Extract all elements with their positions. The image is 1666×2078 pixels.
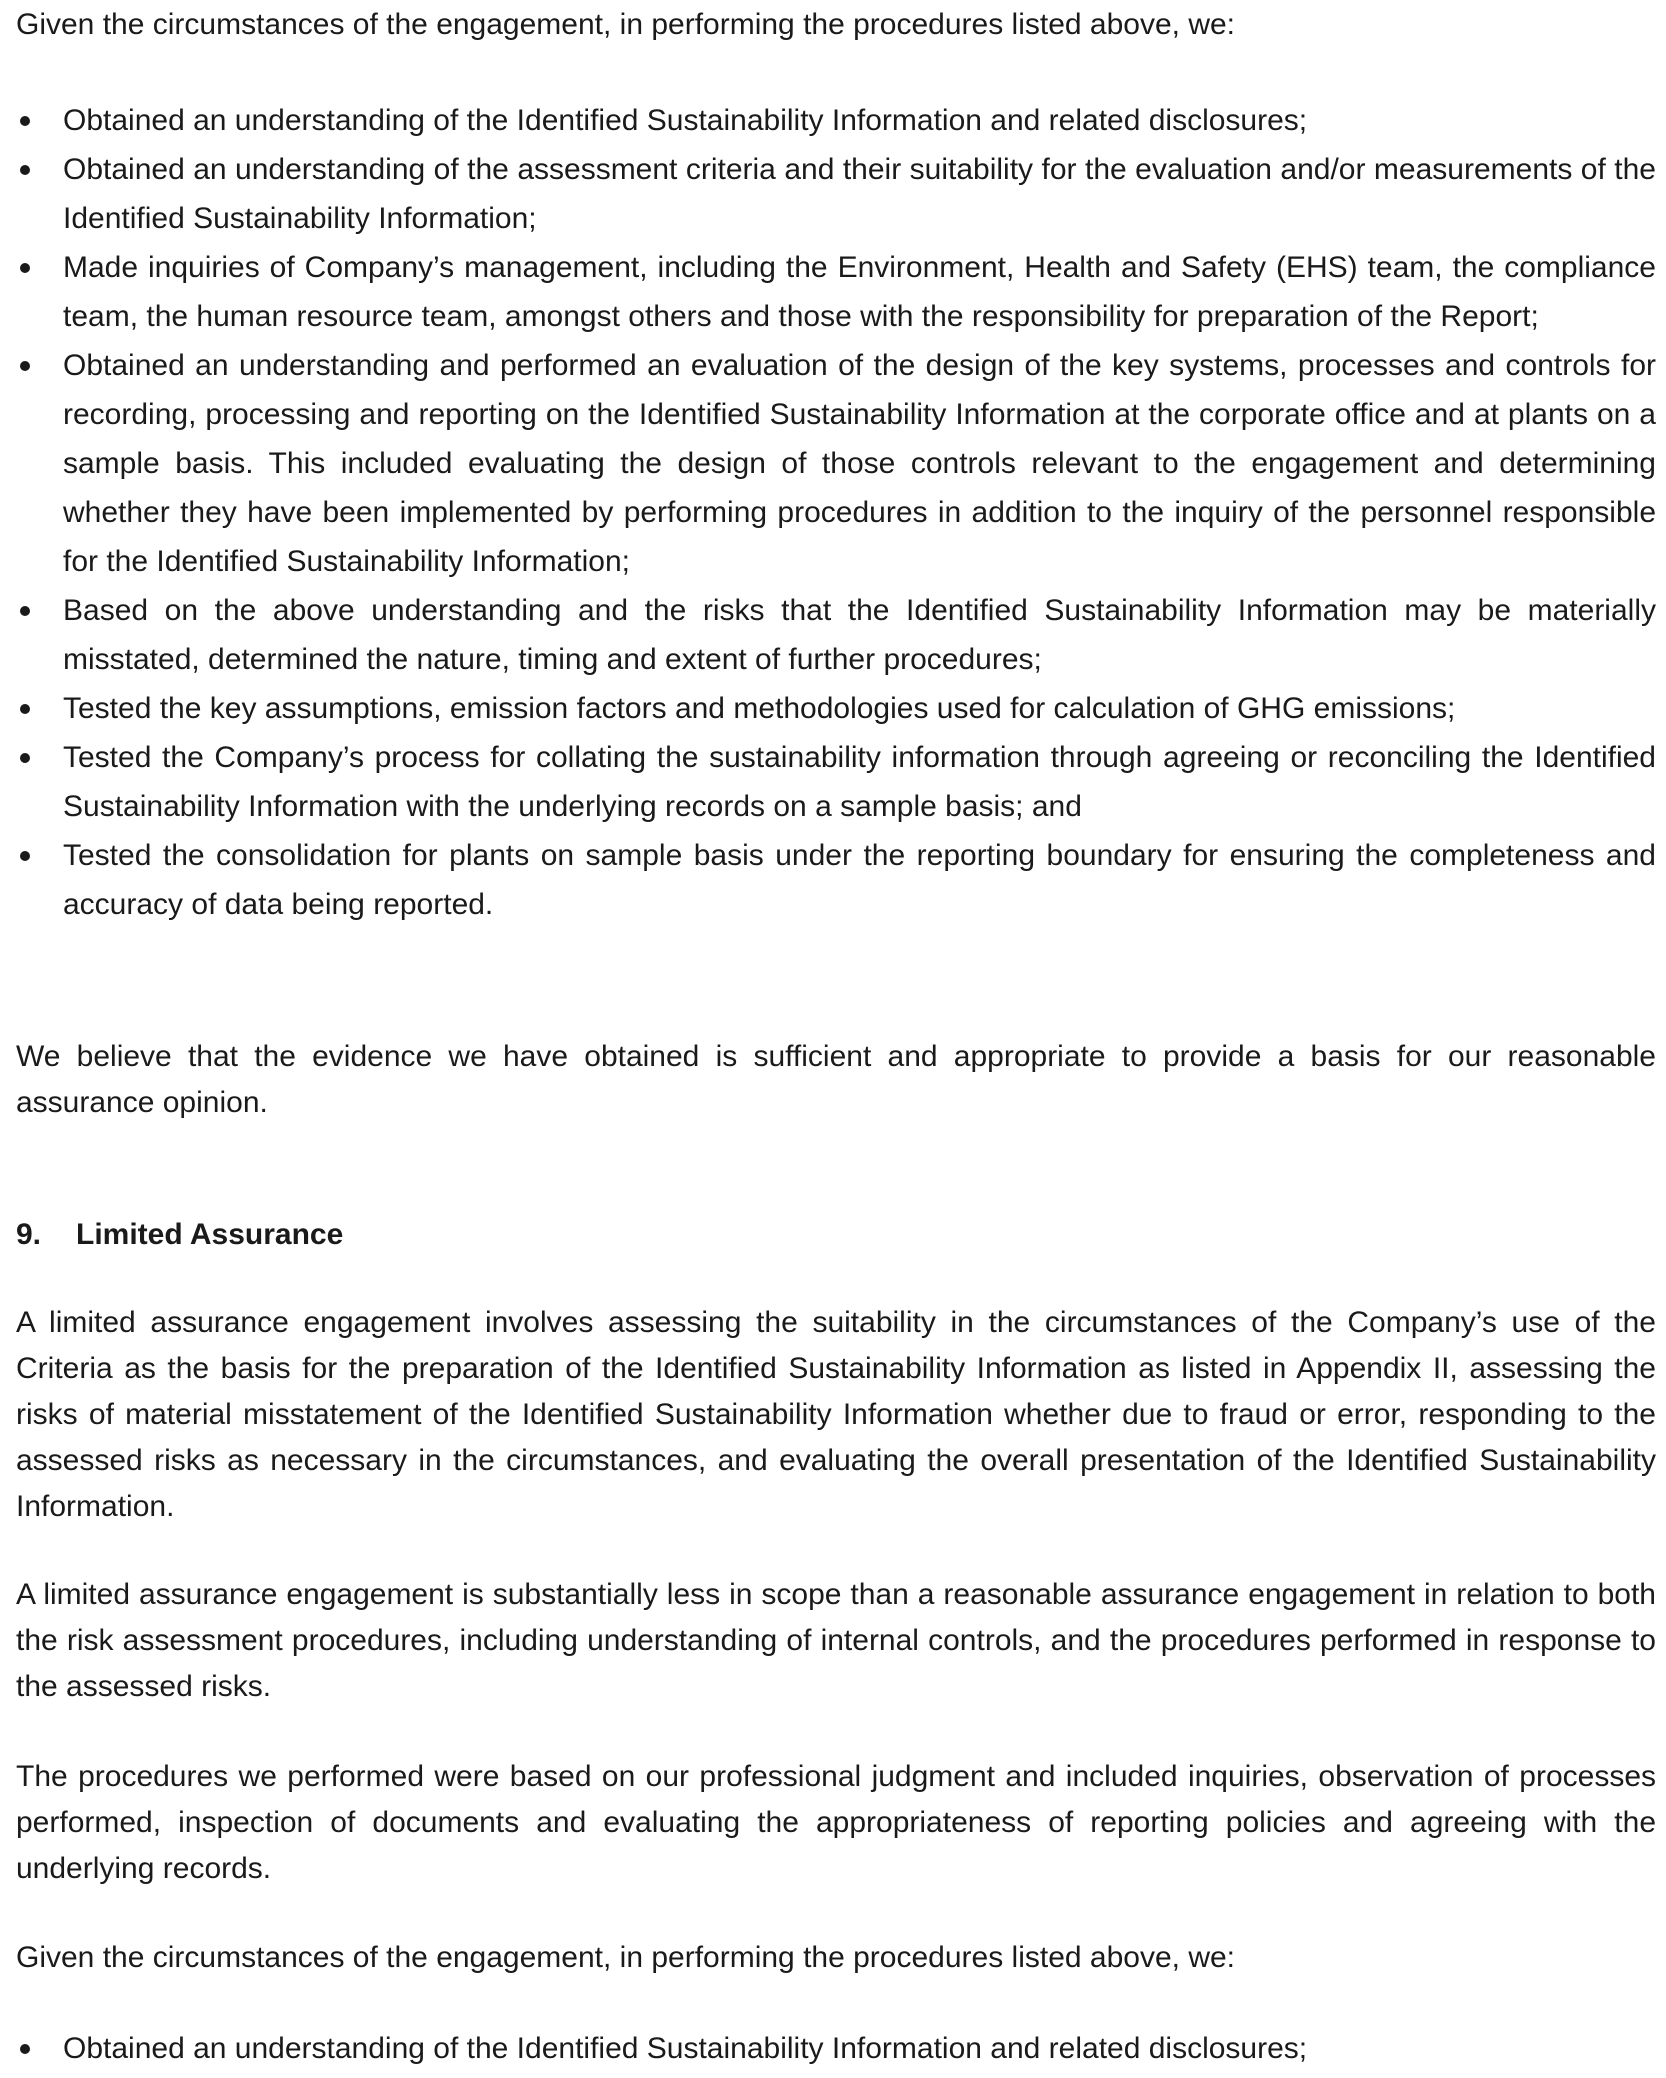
list-item-text: Tested the consolidation for plants on sample basis under the reporting boundary for ensuring the completeness and accuracy of data being reported. xyxy=(63,839,1656,921)
list-item-text: Obtained an understanding of the Identified Sustainability Information and related disclosures; xyxy=(63,104,1308,137)
list-item xyxy=(16,2024,1656,2073)
bullet-icon xyxy=(20,116,30,126)
list-item xyxy=(16,586,1656,684)
procedures-list-bottom xyxy=(16,2024,1656,2073)
bullet-icon xyxy=(20,704,30,714)
intro-paragraph-bottom: Given the circumstances of the engagement, in performing the procedures listed above, we: xyxy=(16,1941,1235,1974)
bullet-icon xyxy=(20,753,30,763)
list-item-text: Obtained an understanding of the Identified Sustainability Information and related disclosures; xyxy=(63,2032,1308,2065)
list-item-text: Tested the key assumptions, emission factors and methodologies used for calculation of GHG emissions; xyxy=(63,692,1456,725)
limited-assurance-paragraph-3: The procedures we performed were based on our professional judgment and included inquiries, observation of processes performed, inspection of documents and evaluating the appropriateness of reporting policies and agreeing with the underlying records. xyxy=(16,1760,1656,1885)
procedures-list-top xyxy=(16,96,1656,929)
limited-assurance-paragraph-1: A limited assurance engagement involves assessing the suitability in the circumstances of the Company’s use of the Criteria as the basis for the preparation of the Identified Sustainability Information as listed in Appendix II, assessing the risks of material misstatement of the Identified Sustainability Information whether due to fraud or error, responding to the assessed risks as necessary in the circumstances, and evaluating the overall presentation of the Identified Sustainability Information. xyxy=(16,1306,1656,1523)
list-item-text: Made inquiries of Company’s management, including the Environment, Health and Safety (EHS) team, the compliance team, the human resource team, amongst others and those with the responsibility for preparation of the Report; xyxy=(63,251,1656,333)
list-item-text: Obtained an understanding and performed an evaluation of the design of the key systems, processes and controls for recording, processing and reporting on the Identified Sustainability Information at the corporate office and at plants on a sample basis. This included evaluating the design of those controls relevant to the engagement and determining whether they have been implemented by performing procedures in addition to the inquiry of the personnel responsible for the Identified Sustainability Information; xyxy=(63,349,1656,578)
list-item xyxy=(16,831,1656,929)
list-item xyxy=(16,243,1656,341)
belief-paragraph: We believe that the evidence we have obtained is sufficient and appropriate to provide a basis for our reasonable assurance opinion. xyxy=(16,1040,1656,1119)
bullet-icon xyxy=(20,606,30,616)
section-title: Limited Assurance xyxy=(76,1218,344,1251)
list-item xyxy=(16,341,1656,586)
section-heading xyxy=(16,1218,343,1252)
intro-paragraph-top: Given the circumstances of the engagement, in performing the procedures listed above, we: xyxy=(16,8,1235,41)
limited-assurance-paragraph-2: A limited assurance engagement is substantially less in scope than a reasonable assurance engagement in relation to both the risk assessment procedures, including understanding of internal controls, and the procedures performed in response to the assessed risks. xyxy=(16,1578,1656,1703)
section-number: 9. xyxy=(16,1218,42,1251)
bullet-icon xyxy=(20,2044,30,2054)
list-item-text: Tested the Company’s process for collating the sustainability information through agreeing or reconciling the Identified Sustainability Information with the underlying records on a sample basis; and xyxy=(63,741,1656,823)
list-item xyxy=(16,145,1656,243)
bullet-icon xyxy=(20,361,30,371)
bullet-icon xyxy=(20,263,30,273)
bullet-icon xyxy=(20,851,30,861)
list-item xyxy=(16,96,1656,145)
list-item xyxy=(16,733,1656,831)
list-item xyxy=(16,684,1656,733)
bullet-icon xyxy=(20,165,30,175)
list-item-text: Obtained an understanding of the assessment criteria and their suitability for the evaluation and/or measurements of the Identified Sustainability Information; xyxy=(63,153,1656,235)
list-item-text: Based on the above understanding and the risks that the Identified Sustainability Information may be materially misstated, determined the nature, timing and extent of further procedures; xyxy=(63,594,1656,676)
